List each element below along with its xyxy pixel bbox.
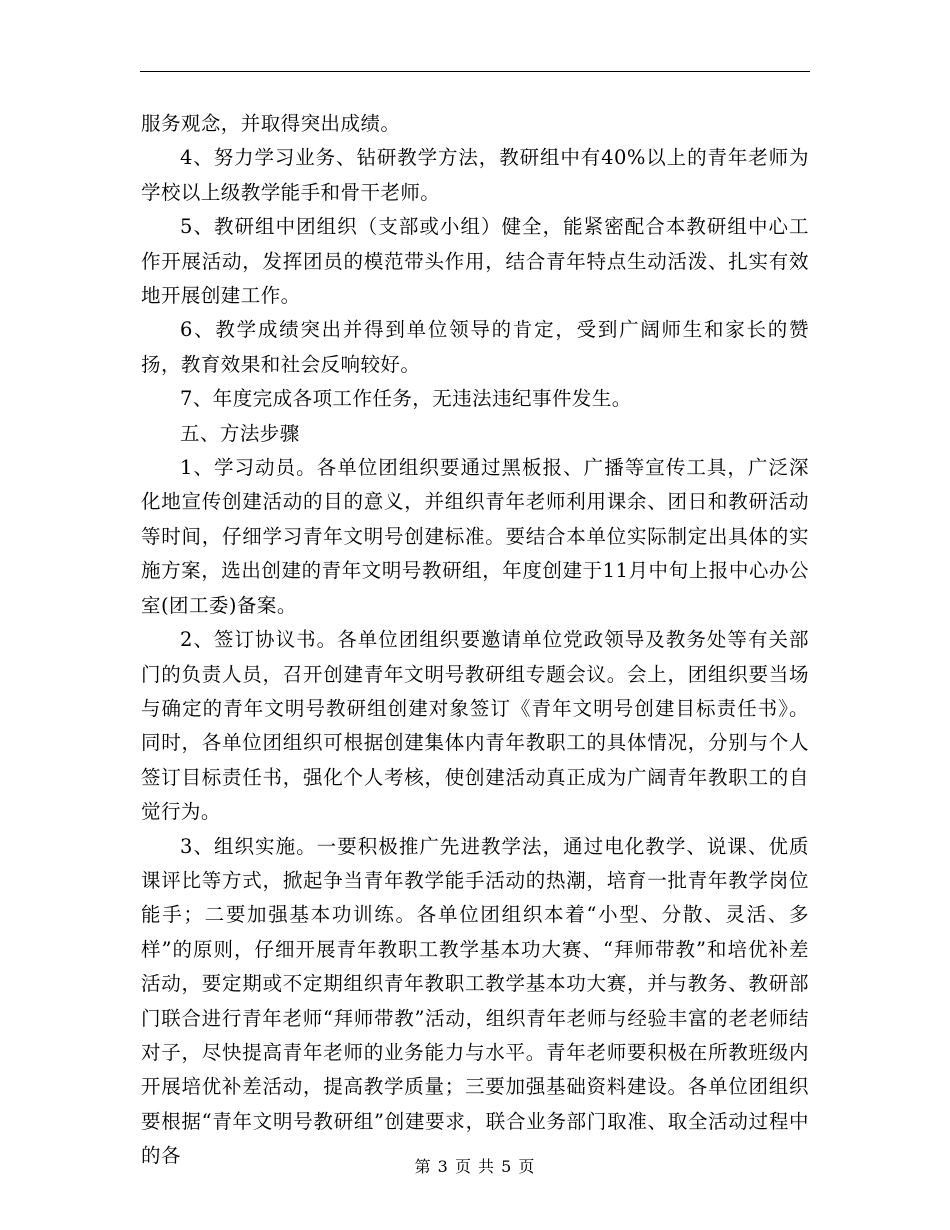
paragraph-step-3: 3、组织实施。一要积极推广先进教学法，通过电化教学、说课、优质课评比等方式，掀起争当青年教学能手活动的热潮，培育一批青年教学岗位能手；二要加强基本功训练。各单位团组织本着“小型、分散、灵活、多样”的原则，仔细开展青年教职工教学基本功大赛、“拜师带教”和培优补差活动，要定期或不定期组织青年教职工教学基本功大赛，并与教务、教研部门联合进行青年老师“拜师带教”活动，组织青年老师与经验丰富的老老师结对子，尽快提高青年老师的业务能力与水平。青年老师要积极在所教班级内开展培优补差活动，提高教学质量；三要加强基础资料建设。各单位团组织要根据“青年文明号教研组”创建要求，联合业务部门取准、取全活动过程中的各 — [141, 834, 809, 1168]
paragraph-continuation: 服务观念，并取得突出成绩。 — [141, 112, 401, 135]
document-body — [141, 107, 809, 1174]
paragraph-item-5: 5、教研组中团组织（支部或小组）健全，能紧密配合本教研组中心工作开展活动，发挥团员的模范带头作用，结合青年特点生动活泼、扎实有效地开展创建工作。 — [141, 215, 809, 308]
paragraph-step-2: 2、签订协议书。各单位团组织要邀请单位党政领导及教务处等有关部门的负责人员，召开创建青年文明号教研组专题会议。会上，团组织要当场与确定的青年文明号教研组创建对象签订《青年文明号创建目标责任书》。同时，各单位团组织可根据创建集体内青年教职工的具体情况，分别与个人签订目标责任书，强化个人考核，使创建活动真正成为广阔青年教职工的自觉行为。 — [141, 628, 809, 824]
page-number-footer: 第 3 页 共 5 页 — [414, 1157, 536, 1176]
paragraph-step-1: 1、学习动员。各单位团组织要通过黑板报、广播等宣传工具，广泛深化地宣传创建活动的目的意义，并组织青年老师利用课余、团日和教研活动等时间，仔细学习青年文明号创建标准。要结合本单位实际制定出具体的实施方案，选出创建的青年文明号教研组，年度创建于11月中旬上报中心办公室(团工委)备案。 — [141, 456, 809, 617]
paragraph-item-4: 4、努力学习业务、钻研教学方法，教研组中有40%以上的青年老师为学校以上级教学能手和骨干老师。 — [141, 146, 809, 204]
paragraph-item-7: 7、年度完成各项工作任务，无违法违纪事件发生。 — [180, 387, 632, 411]
header-rule — [140, 71, 810, 72]
paragraph-item-6: 6、教学成绩突出并得到单位领导的肯定，受到广阔师生和家长的赞扬，教育效果和社会反响较好。 — [141, 318, 809, 376]
section-heading-methods: 五、方法步骤 — [180, 421, 300, 445]
